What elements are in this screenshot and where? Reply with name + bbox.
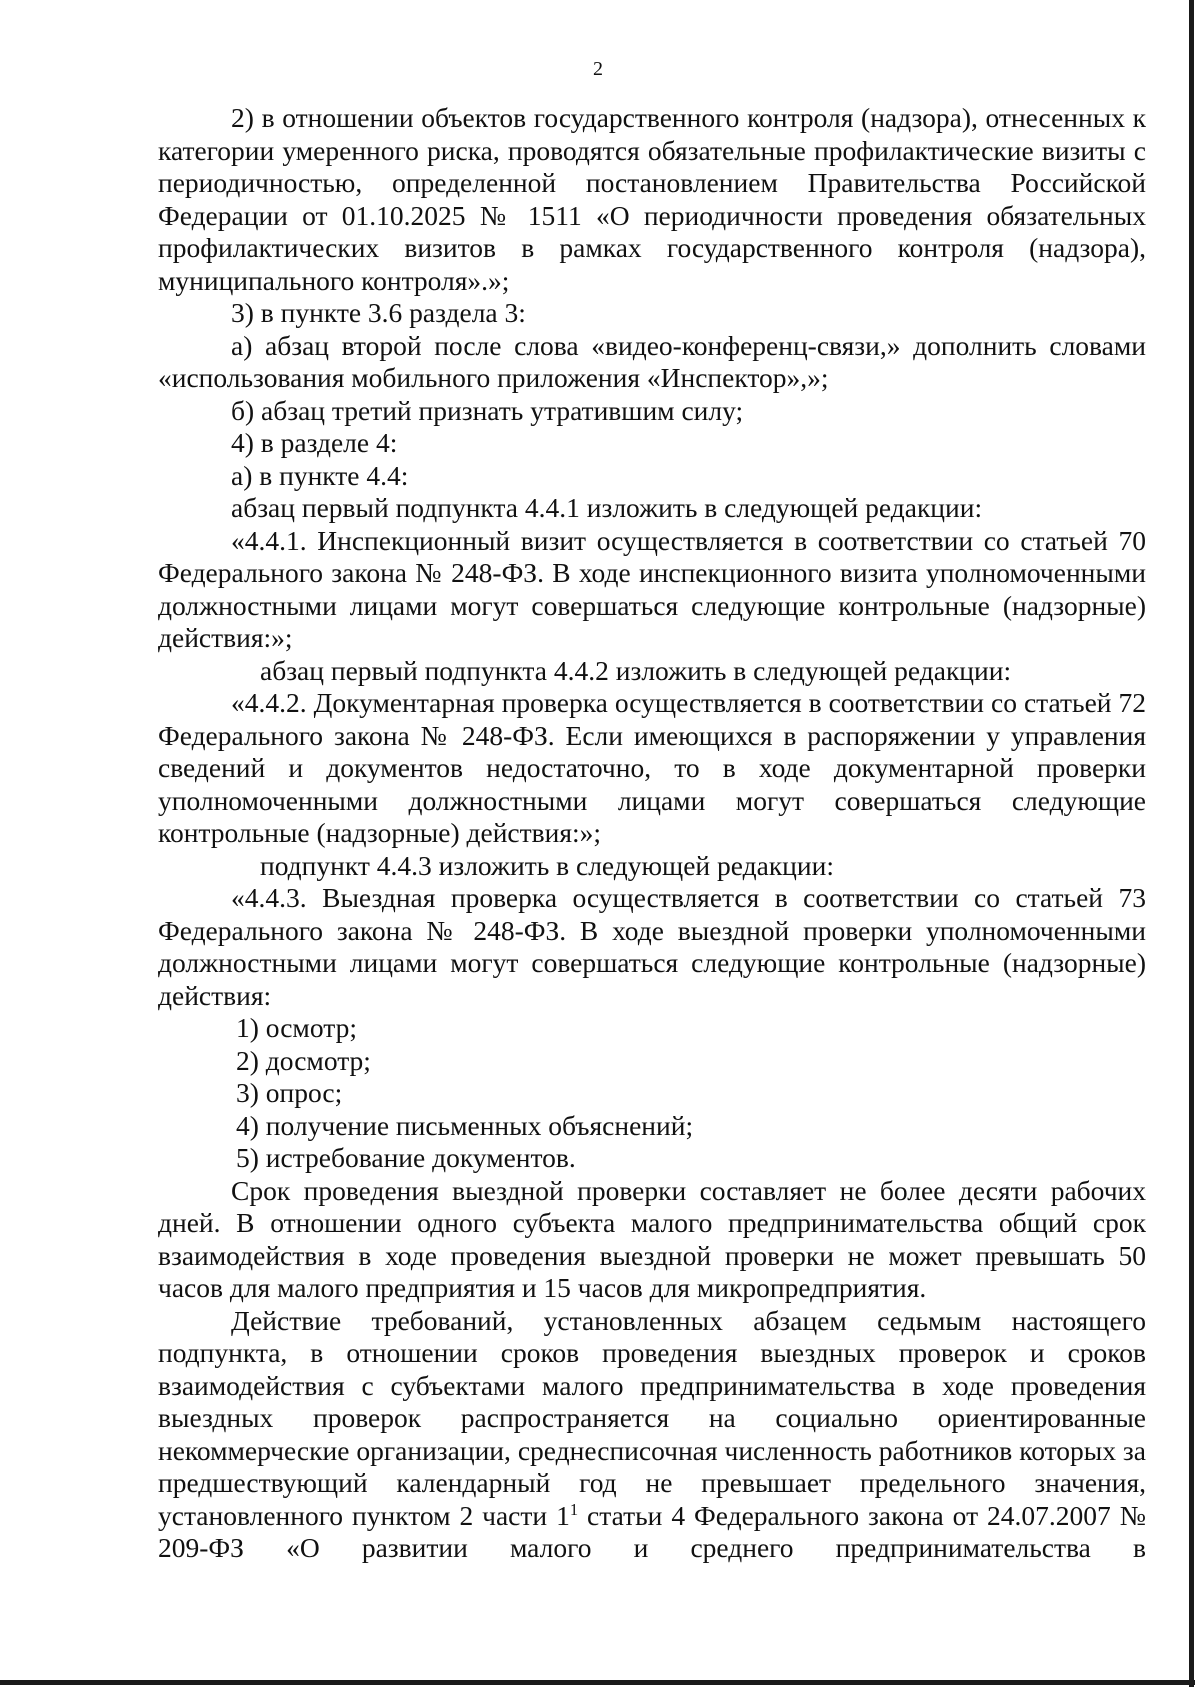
- paragraph: абзац первый подпункта 4.4.2 изложить в следующей редакции:: [260, 654, 1012, 686]
- paragraph: Срок проведения выездной проверки составляет не более десяти рабочих дней. В отношении одного субъекта малого предпринимательства общий срок взаимодействия в ходе проведения выездной проверки не может превышать 50 часов для малого предприятия и 15 часов для микропредприятия.: [158, 1174, 1146, 1303]
- paragraph: б) абзац третий признать утратившим силу;: [231, 394, 744, 426]
- paragraph: а) в пункте 4.4:: [231, 459, 409, 491]
- page-border-bottom: [0, 1680, 1195, 1685]
- list-item: 2) досмотр;: [236, 1044, 371, 1076]
- paragraph: абзац первый подпункта 4.4.1 изложить в следующей редакции:: [231, 492, 983, 523]
- paragraph: «4.4.2. Документарная проверка осуществляется в соответствии со статьей 72 Федерального закона № 248-ФЗ. Если имеющихся в распоряжении у управления сведений и документов недостаточно, то в ходе документарной проверки уполномоченными должностными лицами могут совершаться следующие контрольные (надзорные) действия:»;: [158, 687, 1146, 848]
- page-border-right: [1189, 0, 1194, 1687]
- list-item: 1) осмотр;: [236, 1012, 357, 1043]
- paragraph: 4) в разделе 4:: [231, 427, 398, 458]
- list-item: 5) истребование документов.: [236, 1142, 576, 1173]
- paragraph-text-continued: статьи 4 Федерального закона от 24.07.2007 № 209-ФЗ «О развитии малого и среднего предпринимательства в: [158, 1499, 1146, 1563]
- paragraph: 2) в отношении объектов государственного контроля (надзора), отнесенных к категории умеренного риска, проводятся обязательные профилактические визиты с периодичностью, определенной постановлением Правительства Российской Федерации от 01.10.2025 № 1511 «О периодичности проведения обязательных профилактических визитов в рамках государственного контроля (надзора), муниципального контроля».»;: [158, 102, 1146, 296]
- paragraph: «4.4.1. Инспекционный визит осуществляется в соответствии со статьей 70 Федерального закона № 248-ФЗ. В ходе инспекционного визита уполномоченными должностными лицами могут совершаться следующие контрольные (надзорные) действия:»;: [158, 524, 1146, 653]
- list-item: 3) опрос;: [236, 1077, 343, 1108]
- paragraph: а) абзац второй после слова «видео-конференц-связи,» дополнить словами «использования мобильного приложения «Инспектор»,»;: [158, 329, 1146, 393]
- paragraph: [158, 1305, 1146, 1565]
- document-body: [158, 102, 1146, 1565]
- paragraph-text: Действие требований, установленных абзацем седьмым настоящего подпункта, в отношении сроков проведения выездных проверок и сроков взаимодействия с субъектами малого предпринимательства в ходе проведения выездных проверок распространяется на социально ориентированные некоммерческие организации, среднесписочная численность работников которых за предшествующий календарный год не превышает предельного значения, установленного пунктом 2 части 1: [158, 1304, 1146, 1531]
- paragraph: 3) в пункте 3.6 раздела 3:: [231, 297, 526, 328]
- paragraph: «4.4.3. Выездная проверка осуществляется в соответствии со статьей 73 Федерального закона № 248-ФЗ. В ходе выездной проверки уполномоченными должностными лицами могут совершаться следующие контрольные (надзорные) действия:: [158, 882, 1146, 1011]
- list-item: 4) получение письменных объяснений;: [236, 1109, 694, 1141]
- page-number: 2: [593, 58, 603, 80]
- superscript: 1: [569, 1499, 579, 1519]
- paragraph: подпункт 4.4.3 изложить в следующей редакции:: [260, 849, 834, 881]
